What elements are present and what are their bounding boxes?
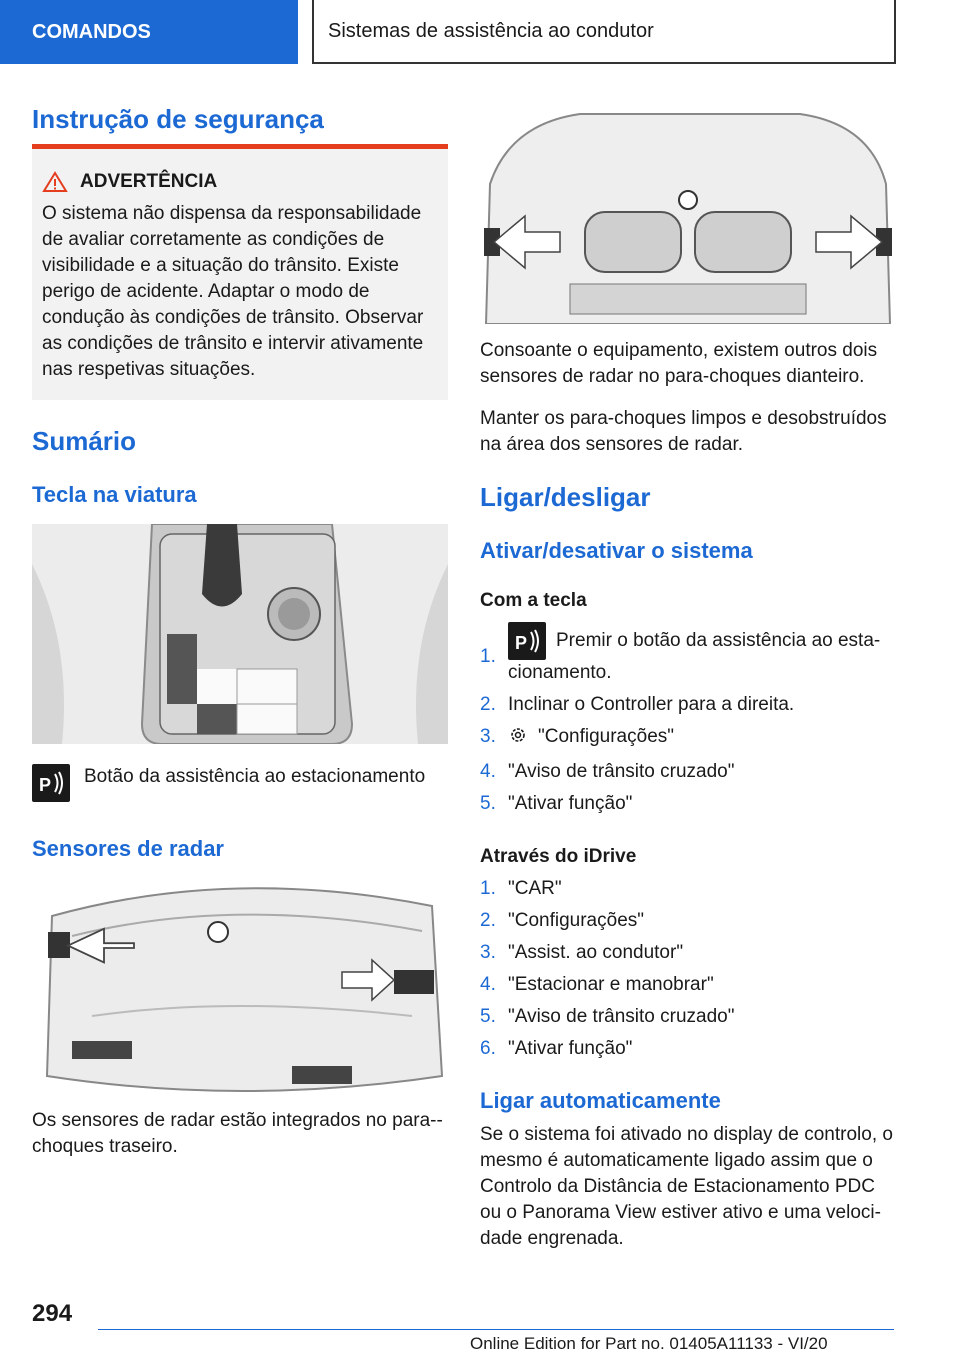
warning-box [32,144,448,400]
button-caption-row [32,764,448,802]
safety-heading: Instrução de segurança [32,104,324,134]
svg-text:P: P [39,775,52,795]
radar-rear-text: Os sensores de radar estão integrados no para-choques traseiro. [32,1110,443,1157]
idrive-heading: Através do iDrive [480,846,637,867]
list-item: 5. "Aviso de trânsito cruzado" [480,1006,735,1027]
warning-text: O sistema não dispensa da responsabilidade de avaliar corretamente as condições de visibilidade e a situação do trânsito. Existe perigo de acidente. Adaptar o modo de condução às condições de trânsito. Observar as condições de trânsito e intervir ativamente nas respetivas situações. [42,203,424,380]
parking-assist-icon [508,622,546,660]
key-steps-list [480,622,896,823]
page-number: 294 [32,1300,73,1327]
list-item: 4. "Estacionar e manobrar" [480,974,714,995]
list-item: 1. P Premir o botão da assistência ao estacionamento. [480,622,896,686]
footer-edition: Online Edition for Part no. 01405A11133 - VI/20 [470,1334,828,1353]
center-console-image [32,524,448,744]
gear-icon [508,725,528,753]
onoff-heading: Ligar/desligar [480,482,651,512]
list-item: 5. "Ativar função" [480,793,633,814]
section-title: Sistemas de assistência ao condutor [312,0,896,64]
list-item: 2. Inclinar o Controller para a direita. [480,694,795,715]
auto-heading: Ligar automaticamente [480,1088,721,1113]
footer-rule [98,1329,894,1330]
radar-heading: Sensores de radar [32,836,224,861]
idrive-steps-list [480,876,896,1068]
list-item: 2. "Configurações" [480,910,645,931]
front-text-1: Consoante o equipamento, existem outros dois sensores de radar no para-choques dianteiro. [480,340,878,387]
warning-title: ADVERTÊNCIA [80,171,218,192]
button-caption: Botão da assistência ao estacionamento [84,766,426,787]
auto-text: Se o sistema foi ativado no display de controlo, o mesmo é automaticamente ligado assim que o Controlo da Distância de Estacionamento PDC ou o Panorama View estiver ativo e uma velocidade engrenada. [480,1124,893,1249]
rear-bumper-image [32,876,448,1096]
warning-triangle-icon [42,171,68,193]
front-bumper-image [480,104,896,324]
svg-text:P: P [515,633,528,653]
with-key-heading: Com a tecla [480,590,587,611]
list-item: 3. "Configurações" [480,724,896,753]
list-item: 4. "Aviso de trânsito cruzado" [480,761,735,782]
warning-heading [42,171,438,193]
list-item: 6. "Ativar função" [480,1038,633,1059]
list-item: 3. "Assist. ao condutor" [480,942,684,963]
button-heading: Tecla na viatura [32,482,197,507]
summary-heading: Sumário [32,426,137,456]
front-text-2: Manter os para-choques limpos e desobstruídos na área dos sensores de radar. [480,408,887,455]
list-item: 1. "CAR" [480,878,562,899]
parking-assist-icon [32,764,70,802]
chapter-tab: COMANDOS [0,0,298,64]
activate-heading: Ativar/desativar o sistema [480,538,753,563]
